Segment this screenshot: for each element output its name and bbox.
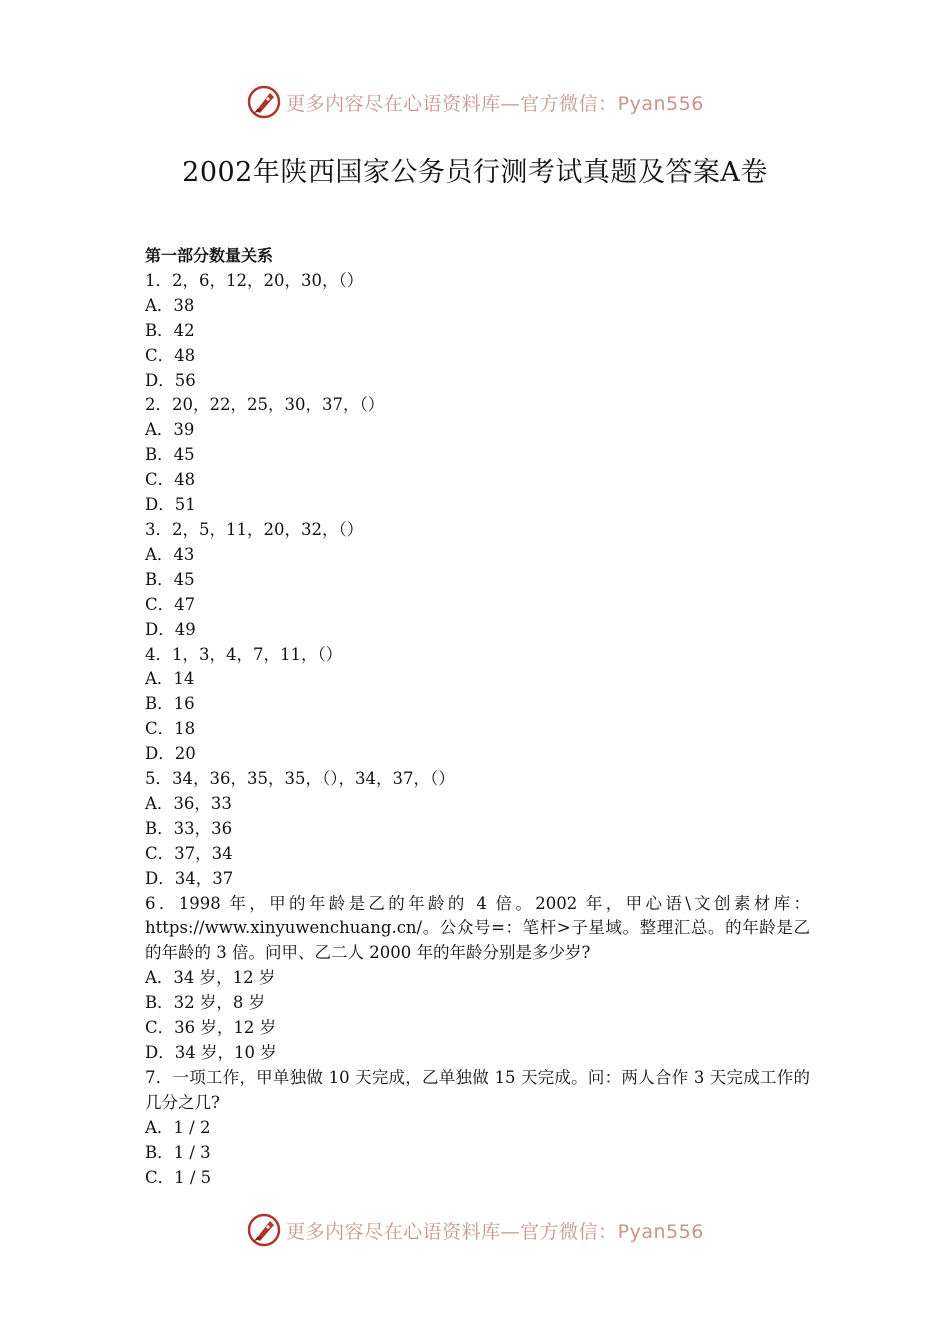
question-7-text: 7．一项工作，甲单独做 10 天完成，乙单独做 15 天完成。问：两人合作 3 天完成工作的几分之几?	[145, 1067, 810, 1112]
option-line: C．36 岁，12 岁	[145, 1018, 277, 1038]
banner-text: 更多内容尽在心语资料库—官方微信：Pyan556	[286, 92, 704, 115]
option-line: B．16	[145, 694, 195, 714]
option-line: B．33，36	[145, 818, 233, 838]
pen-nib-logo-icon	[246, 84, 282, 120]
option-line: A．39	[145, 420, 195, 440]
question-list	[145, 269, 810, 892]
option-line: B．45	[145, 445, 195, 465]
option-line: C．18	[145, 719, 196, 739]
option-line: C．47	[145, 594, 196, 614]
option-line: C．48	[145, 345, 196, 365]
header-banner	[0, 82, 950, 122]
option-line: C．37，34	[145, 843, 233, 863]
footer-banner	[0, 1210, 950, 1250]
option-line: B．1 / 3	[145, 1142, 211, 1162]
question-line: 3．2，5，11，20，32，（）	[145, 519, 364, 539]
option-line: D．51	[145, 495, 196, 515]
option-line: A．1 / 2	[145, 1117, 211, 1137]
option-line: B．32 岁，8 岁	[145, 993, 266, 1013]
question-line: 5．34，36，35，35，（），34，37，（）	[145, 769, 455, 789]
pen-nib-logo-icon	[246, 1212, 282, 1248]
wechat-id: Pyan556	[617, 1220, 704, 1243]
question-line: 2．20，22，25，30，37，（）	[145, 395, 385, 415]
option-line: D．49	[145, 619, 196, 639]
option-line: C．1 / 5	[145, 1167, 212, 1187]
section-heading: 第一部分数量关系	[145, 246, 274, 265]
option-line: A．38	[145, 295, 195, 315]
banner-text: 更多内容尽在心语资料库—官方微信：Pyan556	[286, 1220, 704, 1243]
option-line: A．36，33	[145, 793, 232, 813]
wechat-id: Pyan556	[617, 92, 704, 115]
option-line: A．43	[145, 544, 195, 564]
option-line: D．34 岁，10 岁	[145, 1043, 277, 1062]
option-line: B．42	[145, 320, 195, 340]
option-line: D．56	[145, 370, 196, 390]
document-body	[145, 244, 810, 1190]
option-line: C．48	[145, 470, 196, 490]
question-line: 1．2，6，12，20，30，（）	[145, 270, 364, 290]
option-line: D．20	[145, 744, 196, 764]
question-line: 4．1，3，4，7，11，（）	[145, 644, 343, 664]
option-line: A．34 岁，12 岁	[145, 968, 276, 988]
option-line: B．45	[145, 569, 195, 589]
option-line: A．14	[145, 669, 195, 689]
page-title: 2002年陕西国家公务员行测考试真题及答案A卷	[182, 157, 768, 188]
option-line: D．34，37	[145, 868, 234, 888]
question-6-text: 6．1998 年，甲的年龄是乙的年龄的 4 倍。2002 年，甲心语\文创素材库：https://www.xinyuwenchuang.cn/。公众号=：笔杆>子星域。整理汇总。的年龄是乙的年龄的 3 倍。问甲、乙二人 2000 年的年龄分别是多少岁?	[145, 893, 810, 963]
